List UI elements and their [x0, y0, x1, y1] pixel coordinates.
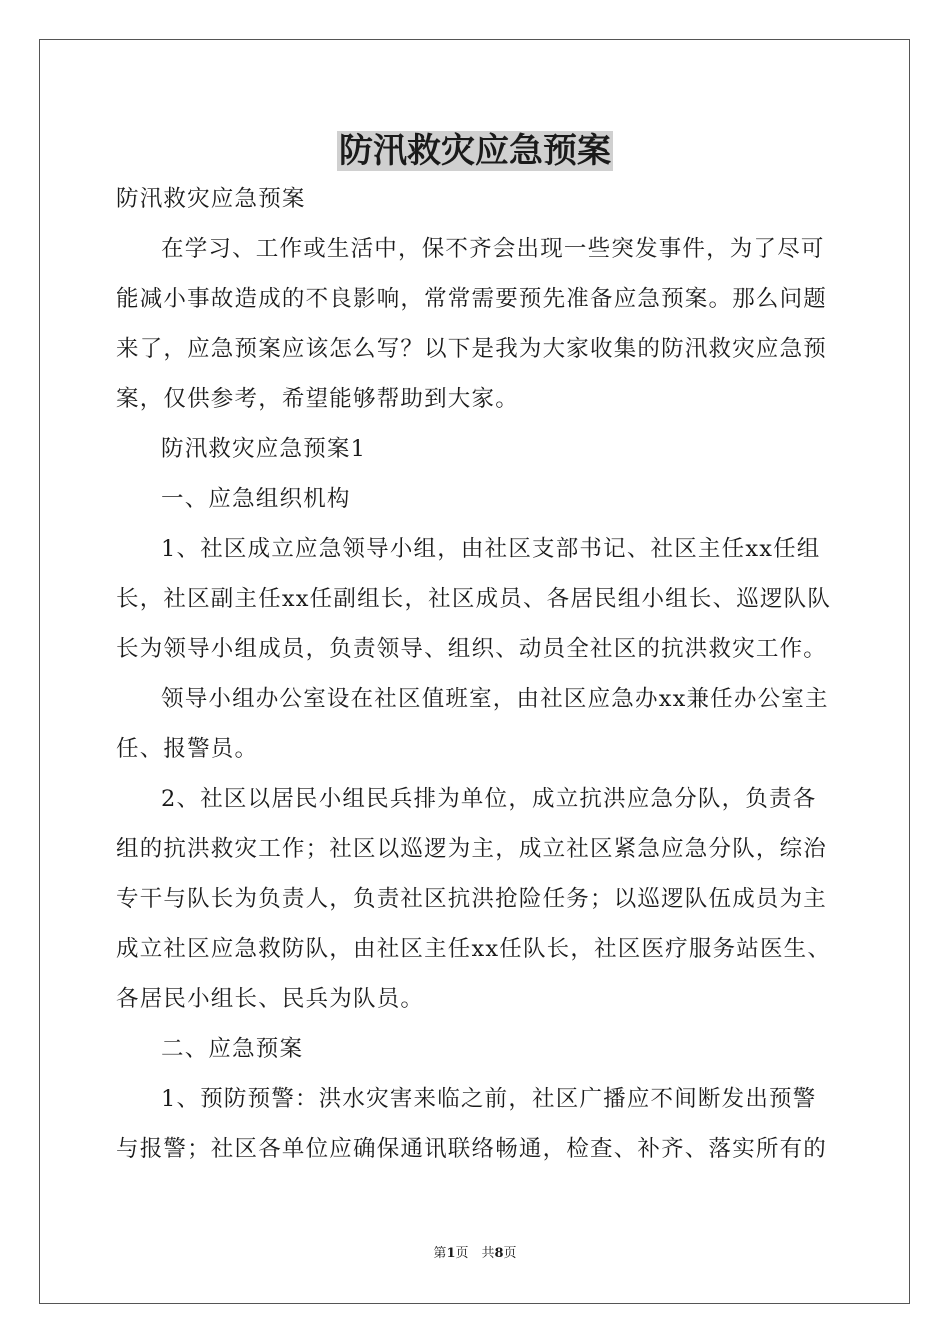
section-heading: 一、应急组织机构: [161, 486, 351, 512]
paragraph: 1、社区成立应急领导小组，由社区支部书记、社区主任xx任组长，社区副主任xx任副组长，社区成员、各居民组小组长、巡逻队队长为领导小组成员，负责领导、组织、动员全社区的抗洪救灾工作。: [116, 536, 832, 662]
total-pages: 8: [494, 1246, 504, 1261]
paragraph: 领导小组办公室设在社区值班室，由社区应急办xx兼任办公室主任、报警员。: [116, 686, 829, 762]
footer-prefix: 第: [433, 1246, 447, 1261]
paragraph: 2、社区以居民小组民兵排为单位，成立抗洪应急分队，负责各组的抗洪救灾工作；社区以巡逻为主，成立社区紧急应急分队，综治专干与队长为负责人，负责社区抗洪抢险任务；以巡逻队伍成员为主成立社区应急救防队，由社区主任xx任队长，社区医疗服务站医生、各居民小组长、民兵为队员。: [116, 786, 832, 1012]
page-number: 1: [446, 1246, 456, 1261]
footer-suffix: 页: [503, 1246, 517, 1261]
section-heading: 防汛救灾应急预案1: [161, 436, 367, 462]
page-footer: [0, 1244, 950, 1264]
document-title-text: 防汛救灾应急预案: [339, 131, 611, 171]
section-heading: 二、应急预案: [161, 1036, 304, 1062]
paragraph: 防汛救灾应急预案: [116, 186, 306, 212]
paragraph: 在学习、工作或生活中，保不齐会出现一些突发事件，为了尽可能减小事故造成的不良影响，常常需要预先准备应急预案。那么问题来了，应急预案应该怎么写？以下是我为大家收集的防汛救灾应急预案，仅供参考，希望能够帮助到大家。: [116, 236, 828, 412]
footer-mid: 页 共: [455, 1246, 495, 1261]
document-title: [0, 126, 950, 176]
document-body: [116, 174, 840, 1174]
paragraph: 1、预防预警：洪水灾害来临之前，社区广播应不间断发出预警与报警；社区各单位应确保通讯联络畅通，检查、补齐、落实所有的: [116, 1086, 828, 1162]
